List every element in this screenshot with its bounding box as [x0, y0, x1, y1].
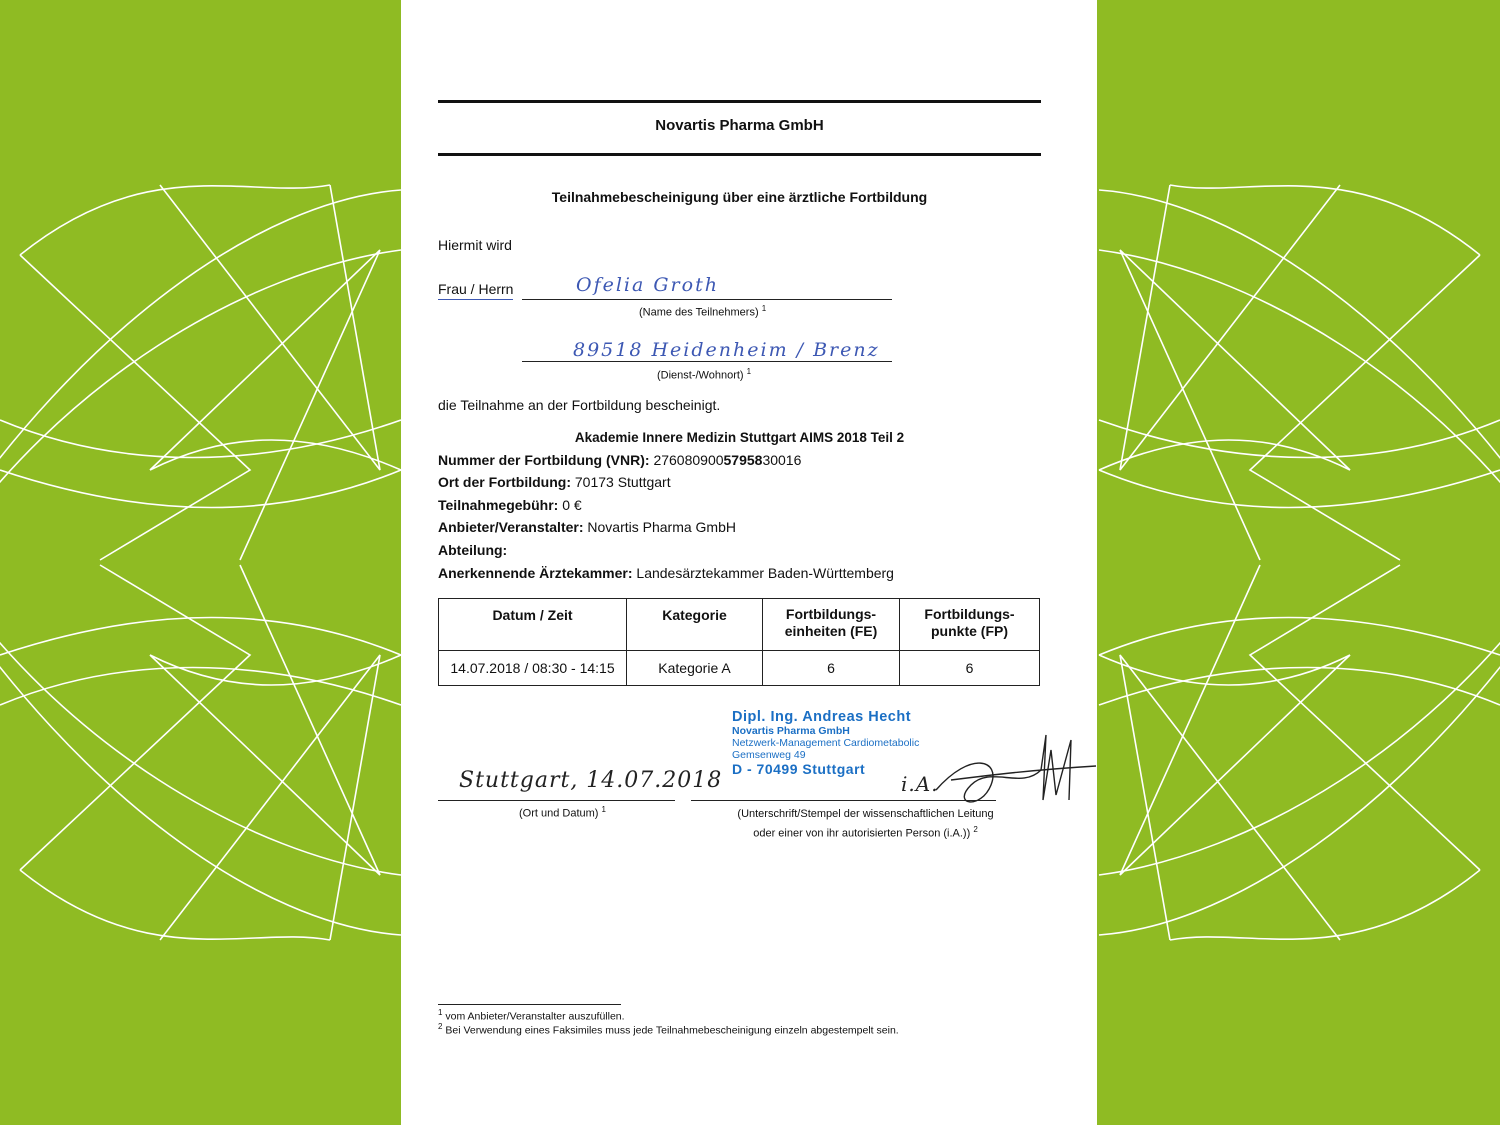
- intro-text: Hiermit wird: [438, 237, 512, 253]
- place-date-caption: (Ort und Datum) $^1$: [519, 805, 606, 820]
- stamp-department: Netzwerk-Management Cardiometabolic: [732, 737, 920, 749]
- location-row: Ort der Fortbildung: 70173 Stuttgart: [438, 474, 671, 490]
- place-date-line: [438, 800, 675, 801]
- place-line: [522, 361, 892, 362]
- stamp-city: D - 70499 Stuttgart: [732, 761, 866, 777]
- vnr-row: Nummer der Fortbildung (VNR): 2760809005795830016: [438, 452, 802, 468]
- footnote-divider: [438, 1004, 621, 1005]
- salutation-label: Frau / Herrn: [438, 281, 513, 300]
- place-caption: (Dienst-/Wohnort) $^1$: [657, 367, 752, 382]
- signature-line: [691, 800, 996, 801]
- credits-table: [438, 598, 1040, 686]
- cell-date: 14.07.2018 / 08:30 - 14:15: [439, 651, 627, 686]
- cell-fe: 6: [763, 651, 900, 686]
- header-category: Kategorie: [627, 599, 763, 651]
- name-line: [522, 299, 892, 300]
- handwritten-place-date: Stuttgart, 14.07.2018: [459, 768, 723, 793]
- ornament-left: [0, 0, 401, 1125]
- provider-row: Anbieter/Veranstalter: Novartis Pharma GmbH: [438, 519, 736, 535]
- right-decorative-panel: [1097, 0, 1500, 1125]
- header-fe: Fortbildungs- einheiten (FE): [763, 599, 900, 651]
- event-title: Akademie Innere Medizin Stuttgart AIMS 2018 Teil 2: [574, 430, 905, 445]
- fee-row: Teilnahmegebühr: 0 €: [438, 497, 582, 513]
- header-date: Datum / Zeit: [439, 599, 627, 651]
- certify-text: die Teilnahme an der Fortbildung bescheinigt.: [438, 397, 721, 413]
- footnote-1: $^1$ vom Anbieter/Veranstalter auszufüllen.: [438, 1008, 625, 1023]
- department-row: Abteilung:: [438, 542, 508, 558]
- signature-caption: (Unterschrift/Stempel der wissenschaftlichen Leitung oder einer von ihr autorisierten Person (i.A.)) $^2$: [737, 808, 994, 840]
- name-caption: (Name des Teilnehmers) $^1$: [639, 304, 767, 319]
- table-header-row: [439, 599, 1040, 651]
- stamp-street: Gemsenweg 49: [732, 749, 806, 761]
- cell-fp: 6: [900, 651, 1040, 686]
- participant-place-handwritten: 89518 Heidenheim / Brenz: [573, 339, 880, 361]
- handwritten-ia: i.A.: [901, 772, 939, 796]
- ornament-right: [1097, 0, 1500, 1125]
- header-rule-top: [438, 100, 1041, 103]
- left-decorative-panel: [0, 0, 401, 1125]
- certificate-document: [401, 0, 1097, 1125]
- stamp-name: Dipl. Ing. Andreas Hecht: [732, 709, 912, 725]
- company-name: Novartis Pharma GmbH: [655, 117, 824, 134]
- header-fp: Fortbildungs- punkte (FP): [900, 599, 1040, 651]
- stamp-company: Novartis Pharma GmbH: [732, 725, 850, 737]
- header-rule-bottom: [438, 153, 1041, 156]
- table-row: [439, 651, 1040, 686]
- cell-category: Kategorie A: [627, 651, 763, 686]
- participant-name-handwritten: Ofelia Groth: [576, 274, 719, 296]
- footnote-2: $^2$ Bei Verwendung eines Faksimiles muss jede Teilnahmebescheinigung einzeln abgestempelt sein.: [438, 1022, 899, 1037]
- official-stamp: [732, 709, 919, 777]
- document-title: Teilnahmebescheinigung über eine ärztliche Fortbildung: [551, 189, 928, 205]
- chamber-row: Anerkennende Ärztekammer: Landesärztekammer Baden-Württemberg: [438, 565, 894, 581]
